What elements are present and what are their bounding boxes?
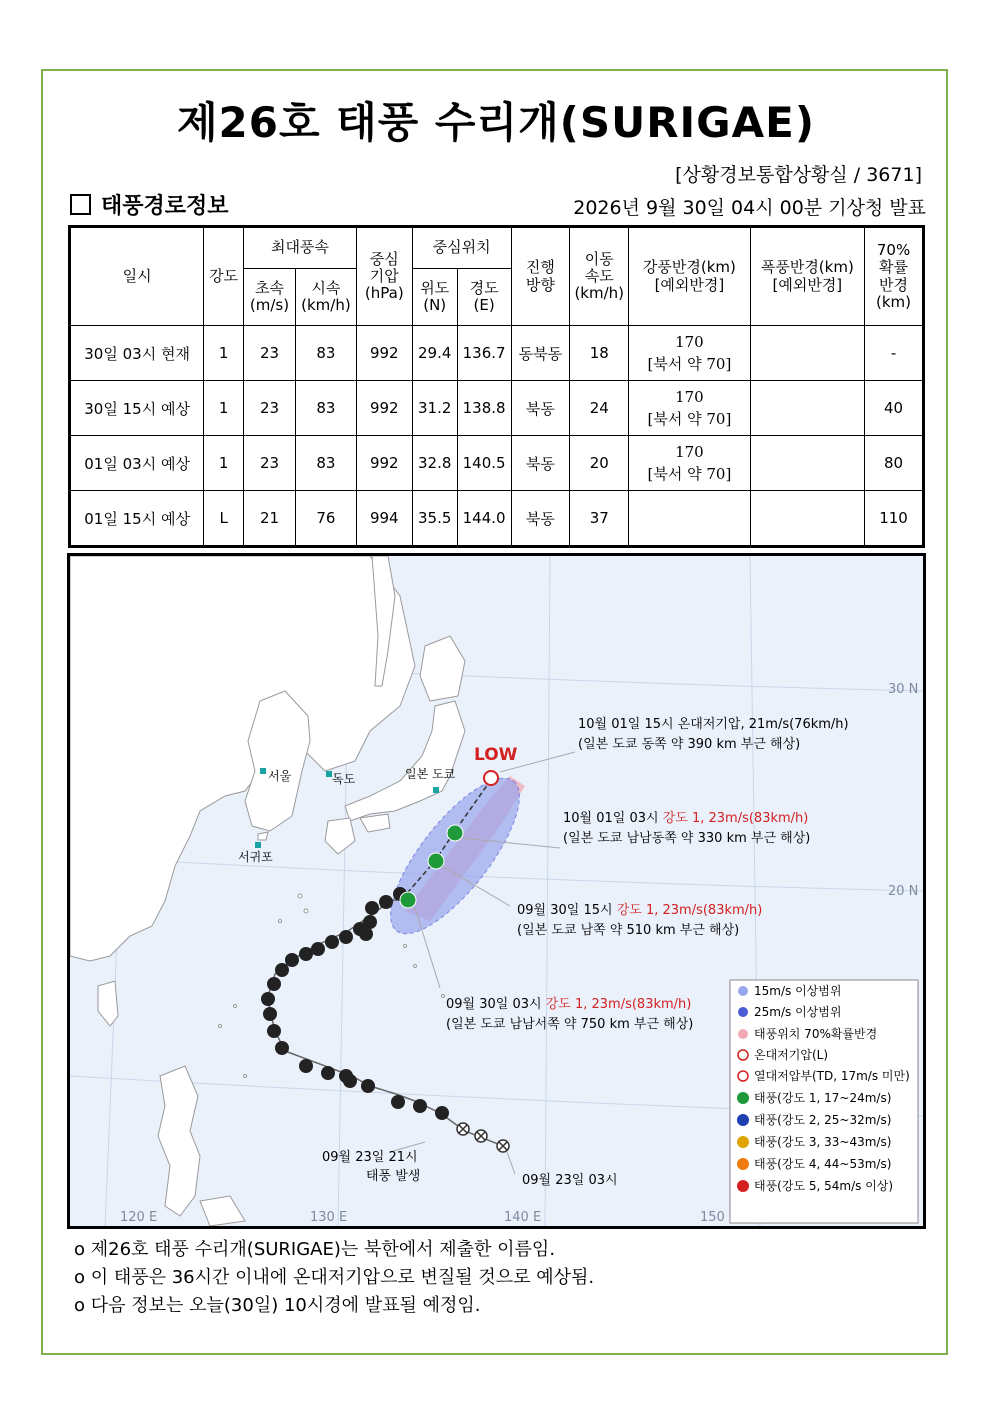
callout-4-line1 xyxy=(446,996,691,1012)
legend-item: 태풍위치 70%확률반경 xyxy=(754,1027,878,1041)
page-title: 제26호 태풍 수리개(SURIGAE) xyxy=(176,98,816,147)
cell-intensity: 1 xyxy=(204,326,244,381)
legend-swatch xyxy=(738,1007,748,1017)
legend-item: 태풍(강도 2, 25~32m/s) xyxy=(754,1113,892,1127)
cell-lat: 29.4 xyxy=(412,326,457,381)
header-intensity: 강도 xyxy=(204,227,244,326)
cell-gale-radius xyxy=(629,491,750,547)
cell-wind-ms: 23 xyxy=(244,381,296,436)
legend-swatch xyxy=(737,1136,749,1148)
typhoon-icon xyxy=(363,915,377,929)
callout-3-line1 xyxy=(517,902,762,918)
td-icon xyxy=(475,1130,487,1142)
low-marker-icon xyxy=(484,771,498,785)
cell-speed: 20 xyxy=(570,436,629,491)
header-gale-radius: 강풍반경(km) [예외반경] xyxy=(629,227,750,326)
gale-value: 170 xyxy=(675,442,704,461)
typhoon-icon xyxy=(339,930,353,944)
typhoon-icon xyxy=(263,1007,277,1021)
cell-wind-kmh: 83 xyxy=(295,381,356,436)
typhoon-icon xyxy=(413,1099,427,1113)
cell-wind-kmh: 76 xyxy=(295,491,356,547)
gale-exception: [북서 약 70] xyxy=(647,465,732,483)
cell-intensity: 1 xyxy=(204,436,244,491)
cell-lon: 136.7 xyxy=(457,326,511,381)
cell-datetime: 30일 15시 예상 xyxy=(70,381,204,436)
typhoon-icon xyxy=(359,927,373,941)
lon-130-label: 130 E xyxy=(310,1210,348,1225)
note-item: o 이 태풍은 36시간 이내에 온대저기압으로 변질될 것으로 예상됨. xyxy=(74,1267,595,1288)
legend-swatch xyxy=(738,1029,748,1039)
legend-item: 열대저압부(TD, 17m/s 미만) xyxy=(754,1069,910,1083)
typhoon-info-table xyxy=(68,225,925,548)
callout-1-line1: 10월 01일 15시 온대저기압, 21m/s(76km/h) xyxy=(578,717,849,732)
gale-value: 170 xyxy=(675,387,704,406)
typhoon-icon xyxy=(299,1059,313,1073)
callout-3-intensity: 강도 1, 23m/s(83km/h) xyxy=(616,903,763,918)
lon-140-label: 140 E xyxy=(504,1210,542,1225)
legend xyxy=(730,980,918,1223)
cell-lat: 35.5 xyxy=(412,491,457,547)
header-direction: 진행 방향 xyxy=(511,227,570,326)
typhoon-icon xyxy=(447,825,463,841)
lat-30-label: 30 N xyxy=(888,682,919,697)
cell-storm-radius xyxy=(750,326,864,381)
typhoon-icon xyxy=(400,892,416,908)
cell-speed: 37 xyxy=(570,491,629,547)
header-wind-kmh: 시속 (km/h) xyxy=(295,269,356,326)
lon-150-label: 150 xyxy=(700,1210,725,1225)
header-center-position: 중심위치 xyxy=(412,227,511,269)
typhoon-icon xyxy=(275,963,289,977)
header-lat: 위도 (N) xyxy=(412,269,457,326)
typhoon-icon xyxy=(285,953,299,967)
typhoon-icon xyxy=(379,895,393,909)
cell-lat: 31.2 xyxy=(412,381,457,436)
cell-direction: 동북동 xyxy=(511,326,570,381)
legend-swatch xyxy=(738,1071,748,1081)
header-datetime: 일시 xyxy=(70,227,204,326)
note-item: o 다음 정보는 오늘(30일) 10시경에 발표될 예정임. xyxy=(74,1295,481,1316)
cell-prob-radius: 40 xyxy=(865,381,924,436)
legend-item: 태풍(강도 3, 33~43m/s) xyxy=(754,1135,892,1149)
notes xyxy=(74,1236,594,1320)
cell-direction: 북동 xyxy=(511,381,570,436)
typhoon-icon xyxy=(435,1106,449,1120)
legend-item: 25m/s 이상범위 xyxy=(754,1005,842,1019)
office-label: [상황경보통합상황실 / 3671] xyxy=(675,164,922,186)
cell-direction: 북동 xyxy=(511,436,570,491)
cell-wind-kmh: 83 xyxy=(295,326,356,381)
gale-exception: [북서 약 70] xyxy=(647,355,732,373)
cell-storm-radius xyxy=(750,491,864,547)
gale-exception: [북서 약 70] xyxy=(647,410,732,428)
cell-lon: 144.0 xyxy=(457,491,511,547)
cell-wind-ms: 23 xyxy=(244,436,296,491)
cell-prob-radius: 110 xyxy=(865,491,924,547)
legend-swatch xyxy=(737,1158,749,1170)
cell-datetime: 01일 03시 예상 xyxy=(70,436,204,491)
typhoon-icon xyxy=(261,992,275,1006)
cell-gale-radius xyxy=(629,326,750,381)
legend-item: 태풍(강도 1, 17~24m/s) xyxy=(754,1091,892,1105)
genesis-line2: 태풍 발생 xyxy=(366,1169,421,1184)
cell-prob-radius: 80 xyxy=(865,436,924,491)
table-row xyxy=(70,326,924,381)
tokyo-label: 일본 도쿄 xyxy=(405,767,456,781)
dokdo-label: 독도 xyxy=(332,772,356,786)
cell-storm-radius xyxy=(750,436,864,491)
low-label: LOW xyxy=(474,745,518,765)
cell-storm-radius xyxy=(750,381,864,436)
callout-4-line2: (일본 도쿄 남남서쪽 약 750 km 부근 해상) xyxy=(446,1017,694,1032)
header-prob-radius: 70% 확률 반경 (km) xyxy=(865,227,924,326)
legend-swatch xyxy=(737,1180,749,1192)
legend-swatch xyxy=(737,1092,749,1104)
map-svg xyxy=(70,556,923,1226)
cell-speed: 24 xyxy=(570,381,629,436)
seoul-marker xyxy=(260,768,266,774)
callout-3-time: 09월 30일 15시 xyxy=(517,903,617,918)
cell-pressure: 992 xyxy=(356,436,412,491)
seogwipo-marker xyxy=(255,842,261,848)
gale-value: 170 xyxy=(675,332,704,351)
typhoon-icon xyxy=(321,1066,335,1080)
cell-wind-ms: 21 xyxy=(244,491,296,547)
typhoon-icon xyxy=(361,1079,375,1093)
section-title: 태풍경로정보 xyxy=(101,194,229,219)
legend-item: 15m/s 이상범위 xyxy=(754,984,842,998)
jeju xyxy=(258,832,268,840)
cell-prob-radius: - xyxy=(865,326,924,381)
seoul-label: 서울 xyxy=(268,769,292,783)
cell-lat: 32.8 xyxy=(412,436,457,491)
checkbox-icon xyxy=(70,194,91,215)
callout-4-intensity: 강도 1, 23m/s(83km/h) xyxy=(545,997,692,1012)
table-row xyxy=(70,381,924,436)
callout-2-time: 10월 01일 03시 xyxy=(563,811,663,826)
cell-datetime: 01일 15시 예상 xyxy=(70,491,204,547)
cell-wind-kmh: 83 xyxy=(295,436,356,491)
cell-speed: 18 xyxy=(570,326,629,381)
cell-pressure: 994 xyxy=(356,491,412,547)
tokyo-marker xyxy=(433,787,439,793)
cell-pressure: 992 xyxy=(356,326,412,381)
start-label: 09월 23일 03시 xyxy=(522,1173,618,1188)
table-row xyxy=(70,491,924,547)
header-speed: 이동 속도 (km/h) xyxy=(570,227,629,326)
cell-pressure: 992 xyxy=(356,381,412,436)
typhoon-icon xyxy=(339,1069,353,1083)
cell-intensity: 1 xyxy=(204,381,244,436)
legend-item: 태풍(강도 4, 44~53m/s) xyxy=(754,1157,892,1171)
td-icon xyxy=(497,1140,509,1152)
callout-2-intensity: 강도 1, 23m/s(83km/h) xyxy=(662,811,809,826)
legend-swatch xyxy=(737,1114,749,1126)
typhoon-icon xyxy=(299,947,313,961)
cell-lon: 140.5 xyxy=(457,436,511,491)
callout-4-time: 09월 30일 03시 xyxy=(446,997,546,1012)
legend-swatch xyxy=(738,1050,748,1060)
lat-20-label: 20 N xyxy=(888,884,919,899)
typhoon-icon xyxy=(428,853,444,869)
table-row xyxy=(70,436,924,491)
typhoon-track-map xyxy=(67,553,926,1229)
header-max-wind: 최대풍속 xyxy=(244,227,357,269)
typhoon-icon xyxy=(267,977,281,991)
header-storm-radius: 폭풍반경(km) [예외반경] xyxy=(750,227,864,326)
typhoon-icon xyxy=(391,1095,405,1109)
typhoon-icon xyxy=(267,1024,281,1038)
seogwipo-label: 서귀포 xyxy=(238,850,273,864)
genesis-line1: 09월 23일 21시 xyxy=(322,1150,418,1165)
legend-swatch xyxy=(738,986,748,996)
typhoon-icon xyxy=(311,942,325,956)
callout-2-line2: (일본 도쿄 남남동쪽 약 330 km 부근 해상) xyxy=(563,831,811,846)
note-item: o 제26호 태풍 수리개(SURIGAE)는 북한에서 제출한 이름임. xyxy=(74,1239,556,1260)
typhoon-icon xyxy=(365,901,379,915)
cell-gale-radius xyxy=(629,436,750,491)
section-heading xyxy=(70,189,229,220)
legend-item: 온대저기압(L) xyxy=(754,1048,829,1062)
header-pressure: 중심 기압 (hPa) xyxy=(356,227,412,326)
td-icon xyxy=(457,1123,469,1135)
cell-gale-radius xyxy=(629,381,750,436)
cell-lon: 138.8 xyxy=(457,381,511,436)
header-lon: 경도 (E) xyxy=(457,269,511,326)
typhoon-icon xyxy=(275,1041,289,1055)
header-wind-ms: 초속 (m/s) xyxy=(244,269,296,326)
issued-time: 2026년 9월 30일 04시 00분 기상청 발표 xyxy=(573,197,926,219)
cell-datetime: 30일 03시 현재 xyxy=(70,326,204,381)
cell-intensity: L xyxy=(204,491,244,547)
typhoon-icon xyxy=(325,935,339,949)
callout-3-line2: (일본 도쿄 남쪽 약 510 km 부근 해상) xyxy=(517,923,740,938)
lon-120-label: 120 E xyxy=(120,1210,158,1225)
cell-wind-ms: 23 xyxy=(244,326,296,381)
callout-1-line2: (일본 도쿄 동쪽 약 390 km 부근 해상) xyxy=(578,737,801,752)
cell-direction: 북동 xyxy=(511,491,570,547)
callout-2-line1 xyxy=(563,810,808,826)
legend-item: 태풍(강도 5, 54m/s 이상) xyxy=(754,1179,894,1193)
